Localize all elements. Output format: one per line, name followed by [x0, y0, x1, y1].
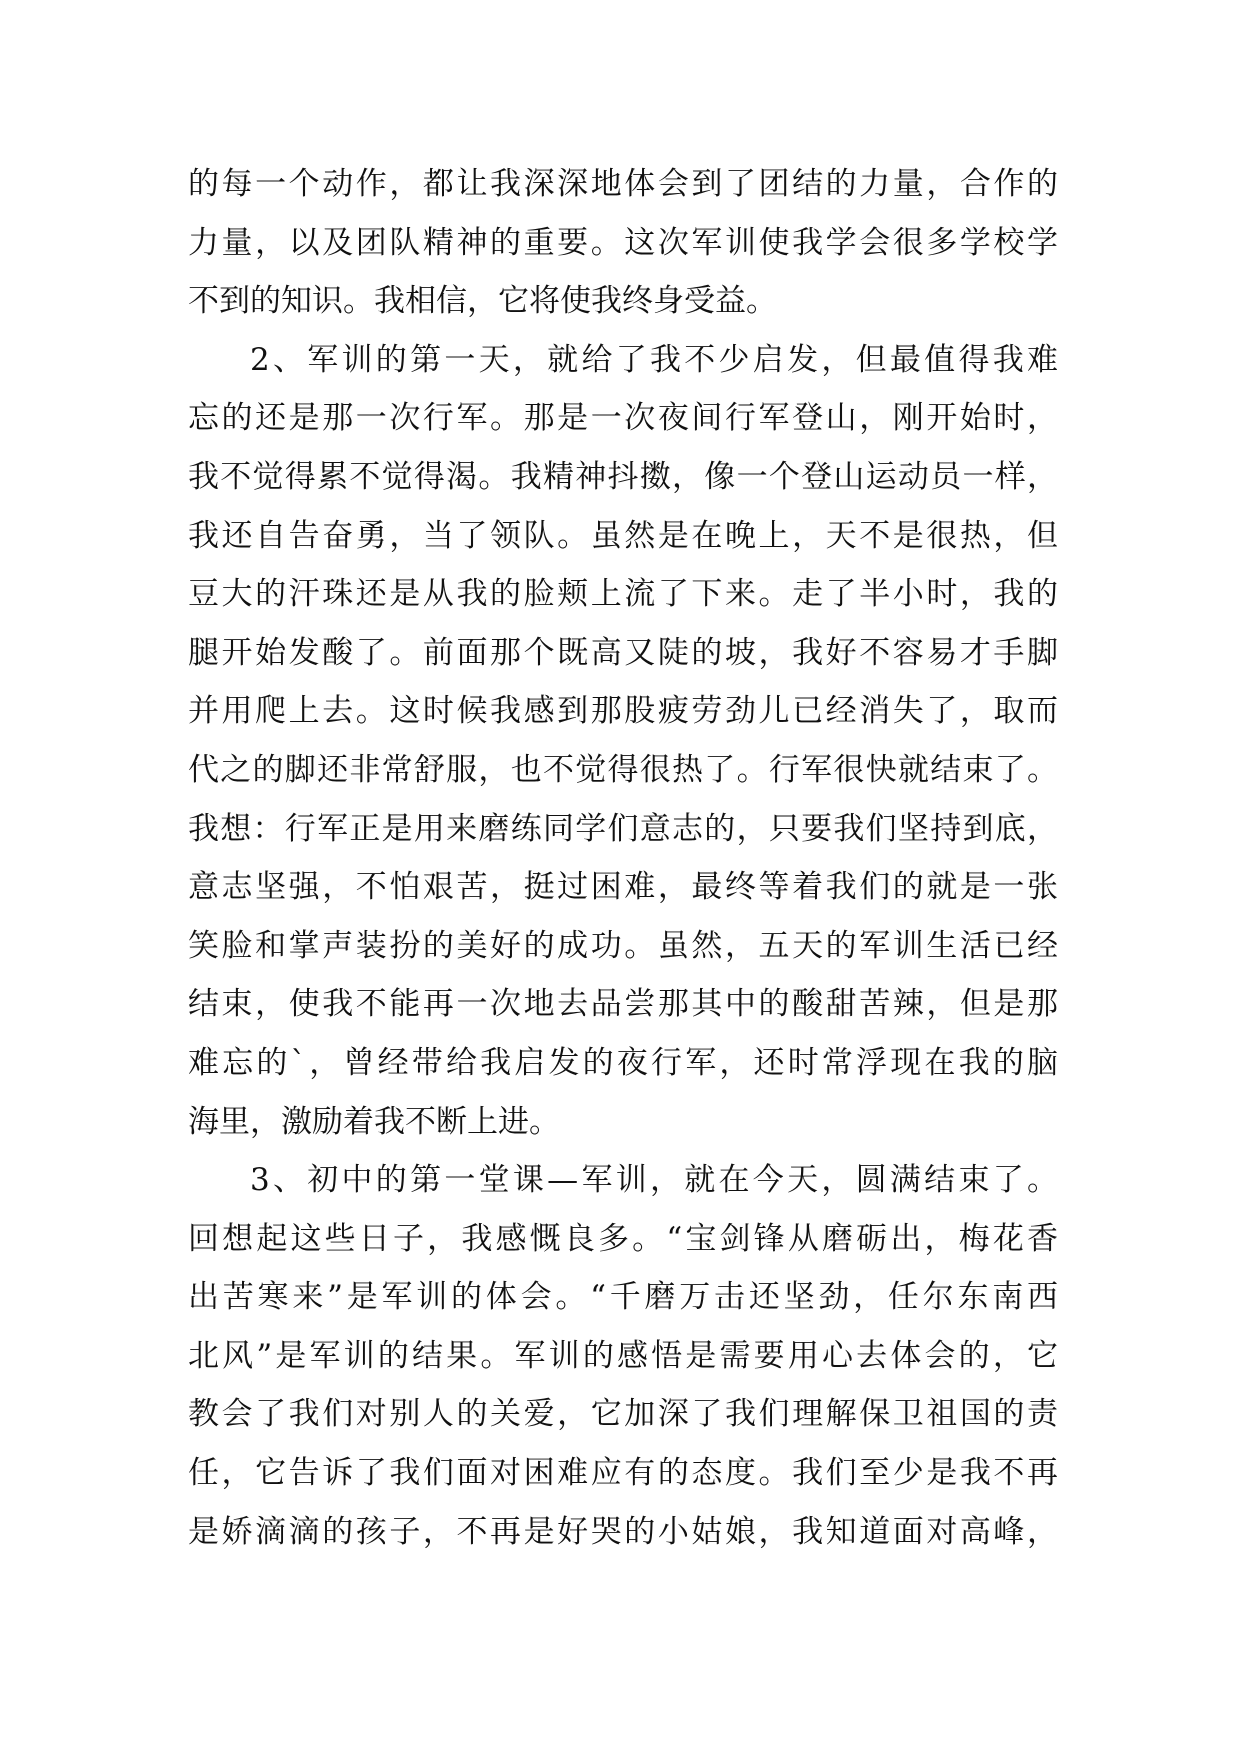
text-line: 回想起这些日子，我感慨良多。“宝剑锋从磨砺出，梅花香 — [188, 1220, 1058, 1257]
text-line: 我不觉得累不觉得渴。我精神抖擞，像一个登山运动员一样， — [188, 458, 1058, 495]
text-line: 的每一个动作，都让我深深地体会到了团结的力量，合作的 — [188, 166, 1058, 202]
text-line: 任，它告诉了我们面对困难应有的态度。我们至少是我不再 — [188, 1455, 1058, 1492]
text-line: 2、军训的第一天，就给了我不少启发，但最值得我难 — [250, 341, 1058, 378]
text-line: 我还自告奋勇，当了领队。虽然是在晚上，天不是很热，但 — [188, 517, 1058, 554]
text-line: 意志坚强，不怕艰苦，挺过困难，最终等着我们的就是一张 — [188, 869, 1058, 906]
text-line: 是娇滴滴的孩子，不再是好哭的小姑娘，我知道面对高峰， — [188, 1513, 1058, 1550]
text-line: 海里，激励着我不断上进。 — [188, 1103, 560, 1140]
text-line: 笑脸和掌声装扮的美好的成功。虽然，五天的军训生活已经 — [188, 927, 1058, 964]
text-line: 忘的还是那一次行军。那是一次夜间行军登山，刚开始时， — [188, 400, 1058, 437]
text-line: 难忘的`，曾经带给我启发的夜行军，还时常浮现在我的脑 — [188, 1044, 1058, 1081]
text-line: 我想：行军正是用来磨练同学们意志的，只要我们坚持到底， — [188, 810, 1058, 847]
text-line: 力量，以及团队精神的重要。这次军训使我学会很多学校学 — [188, 224, 1058, 261]
text-line: 代之的脚还非常舒服，也不觉得很热了。行军很快就结束了。 — [188, 751, 1058, 788]
text-line: 北风”是军训的结果。军训的感悟是需要用心去体会的，它 — [188, 1337, 1058, 1374]
text-line: 3、初中的第一堂课—军训，就在今天，圆满结束了。 — [250, 1162, 1058, 1199]
text-line: 豆大的汗珠还是从我的脸颊上流了下来。走了半小时，我的 — [188, 576, 1058, 613]
text-line: 腿开始发酸了。前面那个既高又陡的坡，我好不容易才手脚 — [188, 634, 1058, 671]
document-body — [188, 155, 1058, 1561]
text-line: 不到的知识。我相信，它将使我终身受益。 — [188, 283, 777, 320]
text-line: 出苦寒来”是军训的体会。“千磨万击还坚劲，任尔东南西 — [188, 1279, 1058, 1316]
text-line: 教会了我们对别人的关爱，它加深了我们理解保卫祖国的责 — [188, 1396, 1058, 1433]
text-line: 结束，使我不能再一次地去品尝那其中的酸甜苦辣，但是那 — [188, 986, 1058, 1023]
text-line: 并用爬上去。这时候我感到那股疲劳劲儿已经消失了，取而 — [188, 693, 1058, 730]
